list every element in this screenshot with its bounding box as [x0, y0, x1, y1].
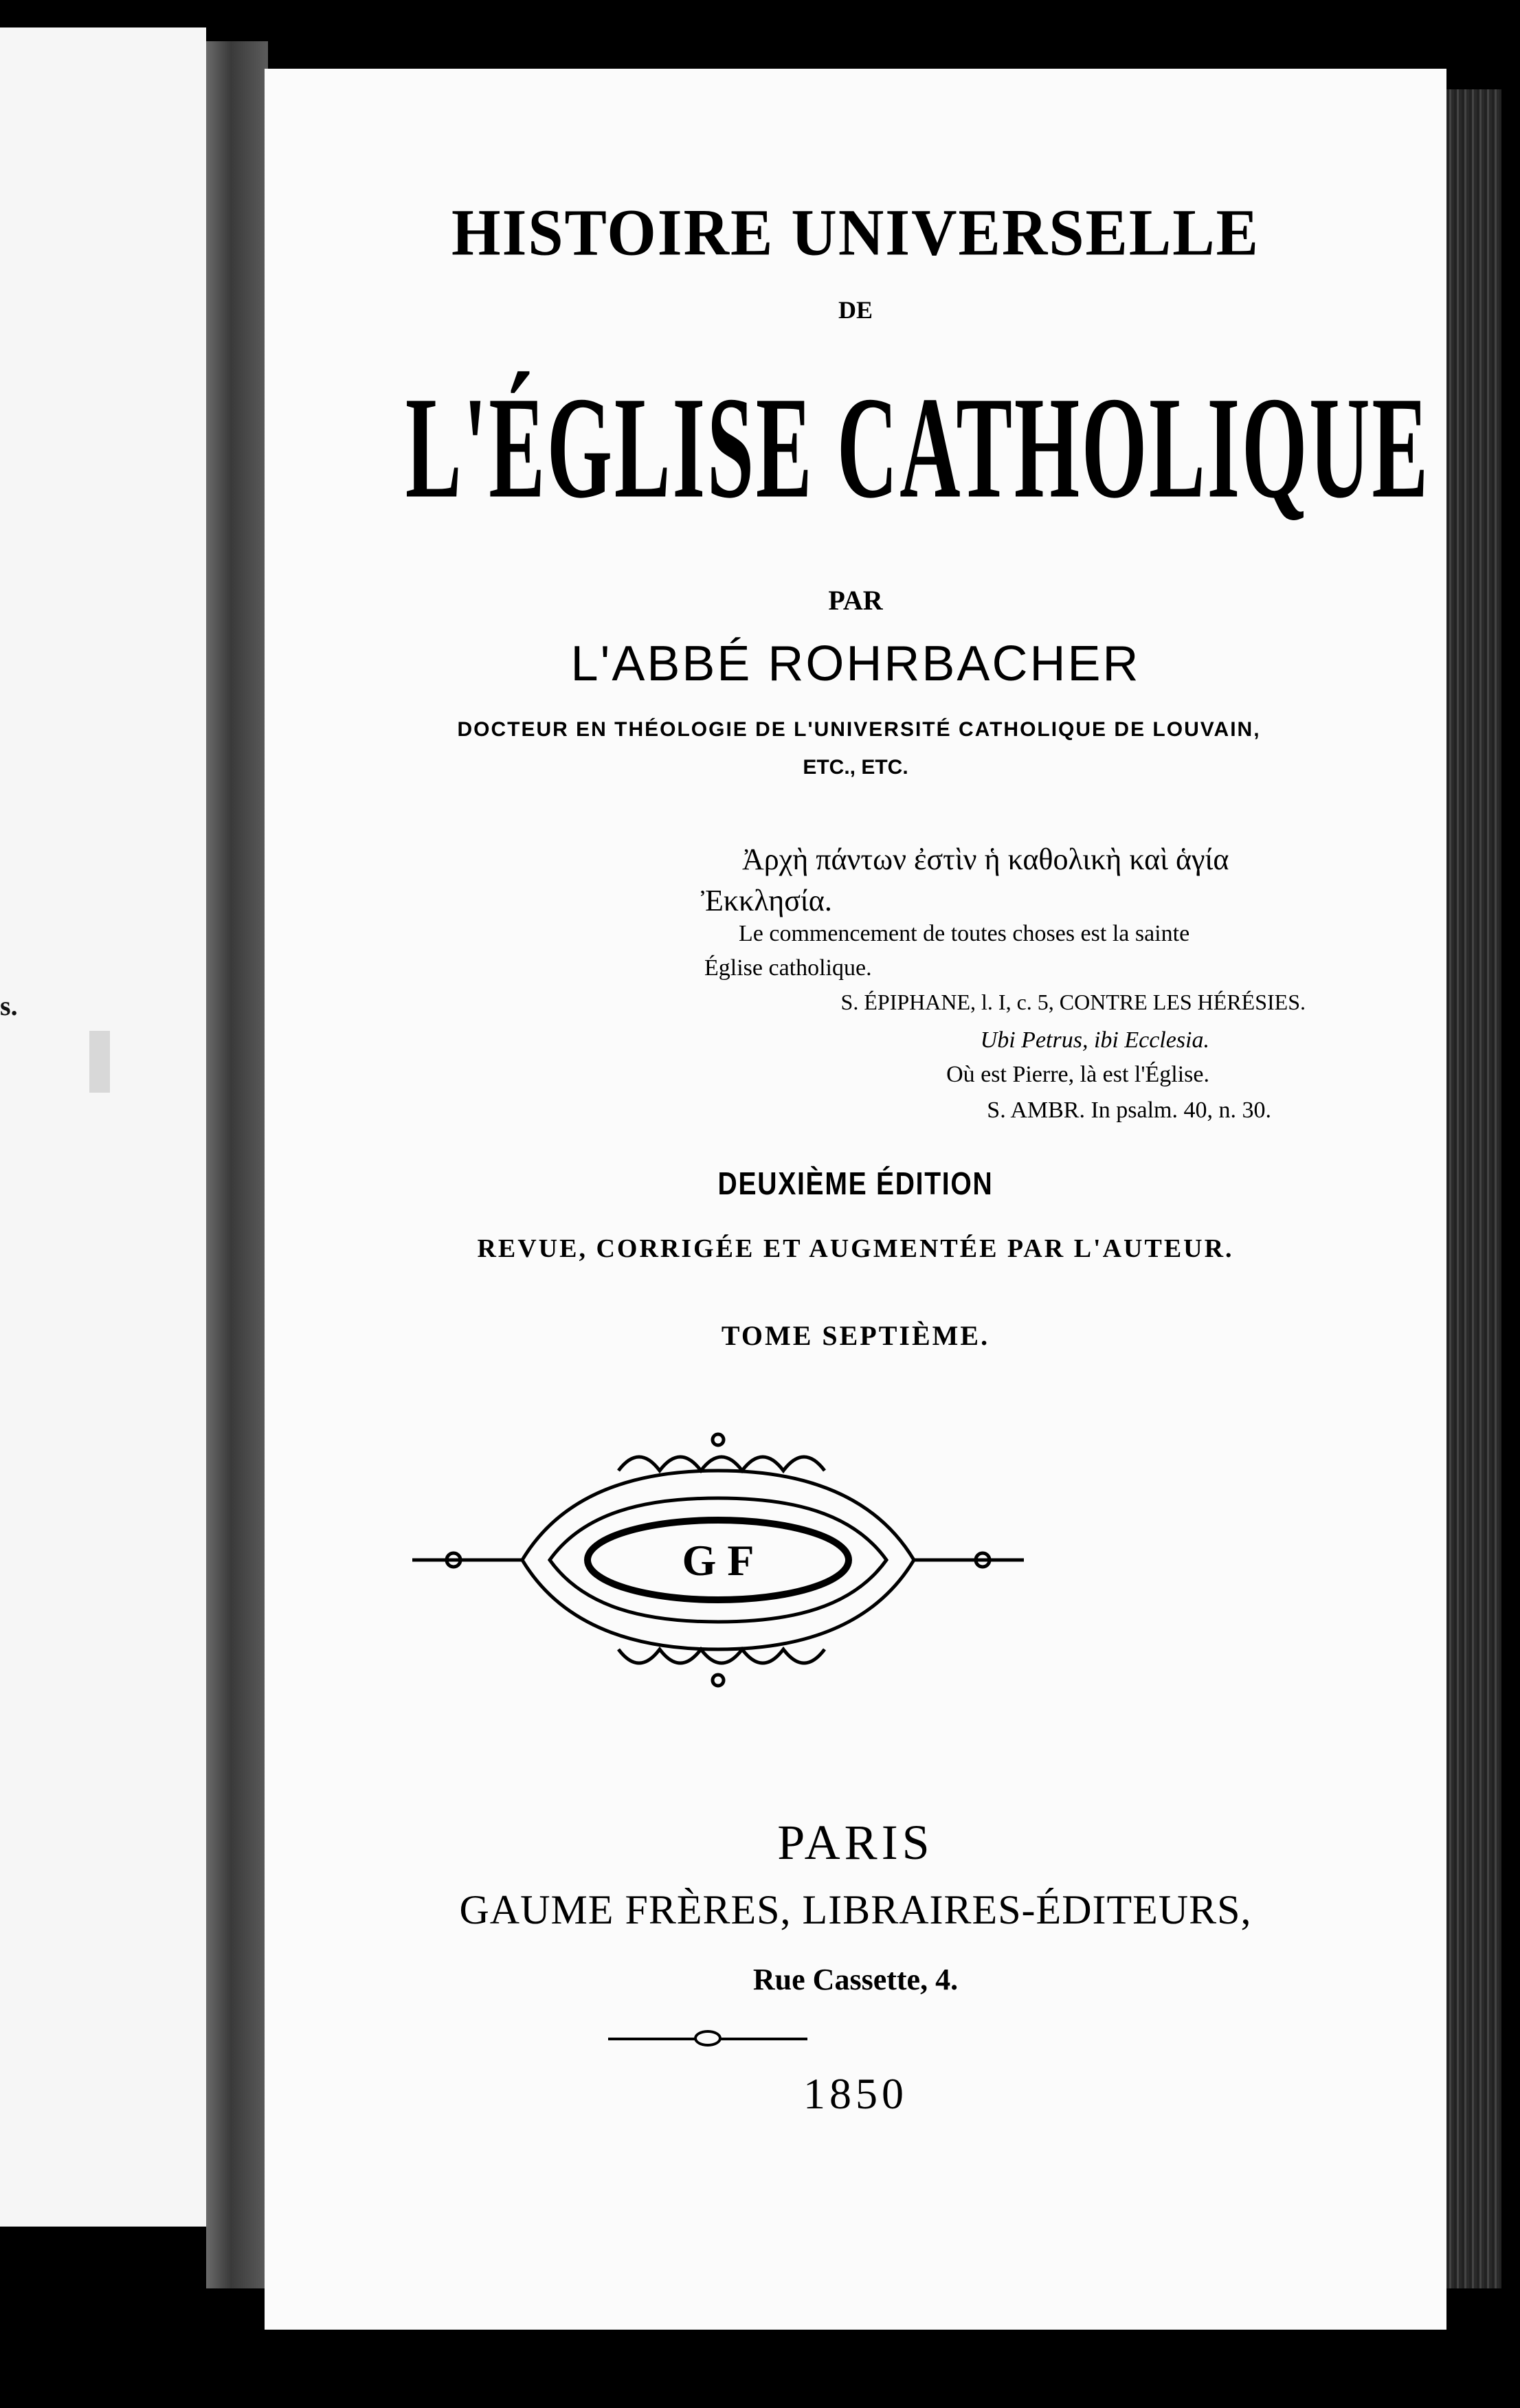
- title-line-2: [206, 364, 1520, 528]
- volume-line: TOME SEPTIÈME.: [721, 1320, 990, 1351]
- edition-line: DEUXIÈME ÉDITION: [717, 1166, 994, 1201]
- facing-page-fragment: [0, 27, 206, 2227]
- par-label: PAR: [828, 585, 883, 616]
- imprint-city: PARIS: [777, 1815, 934, 1870]
- ornament-top-curls: [618, 1457, 825, 1471]
- epigraph-latin: Ubi Petrus, ibi Ecclesia.: [980, 1027, 1209, 1053]
- epigraph-greek-1: Ἀρχὴ πάντων ἐστὶν ἡ καθολικὴ καὶ ἁγία: [742, 843, 1229, 876]
- ornament-bottom-finial: [713, 1675, 724, 1686]
- imprint-address: Rue Cassette, 4.: [752, 1963, 959, 1996]
- publisher-ornament: [412, 1429, 1024, 1691]
- epigraph-greek-2: Ἐκκλησία.: [701, 884, 832, 917]
- epigraph-french-2: Église catholique.: [704, 955, 872, 981]
- ornament-top-finial: [713, 1434, 724, 1445]
- facing-page-text: s.: [0, 990, 18, 1021]
- title-line-1: HISTOIRE UNIVERSELLE: [451, 195, 1260, 269]
- title-de: DE: [838, 296, 873, 324]
- publisher-monogram: G F: [682, 1536, 755, 1585]
- epigraph-citation-2: S. AMBR. In psalm. 40, n. 30.: [987, 1097, 1271, 1123]
- title-main: L'ÉGLISE CATHOLIQUE: [405, 366, 1431, 528]
- epigraph-citation-1: S. ÉPIPHANE, l. I, c. 5, CONTRE LES HÉRÉSIES.: [840, 990, 1306, 1014]
- author-name: L'ABBÉ ROHRBACHER: [570, 636, 1141, 691]
- author-credentials: DOCTEUR EN THÉOLOGIE DE L'UNIVERSITÉ CATHOLIQUE DE LOUVAIN,: [457, 718, 1261, 741]
- epigraph-french-1: Le commencement de toutes choses est la sainte: [739, 921, 1190, 946]
- epigraph-latin-french: Où est Pierre, là est l'Église.: [946, 1062, 1209, 1087]
- author-etc: ETC., ETC.: [803, 756, 908, 779]
- imprint-publisher: GAUME FRÈRES, LIBRAIRES-ÉDITEURS,: [459, 1887, 1252, 1932]
- imprint-divider-ornament: [694, 2030, 722, 2047]
- facing-page-mark: [89, 1031, 110, 1093]
- ornament-bottom-curls: [618, 1649, 825, 1663]
- revision-line: REVUE, CORRIGÉE ET AUGMENTÉE PAR L'AUTEUR.: [477, 1234, 1234, 1263]
- imprint-year: 1850: [803, 2069, 908, 2118]
